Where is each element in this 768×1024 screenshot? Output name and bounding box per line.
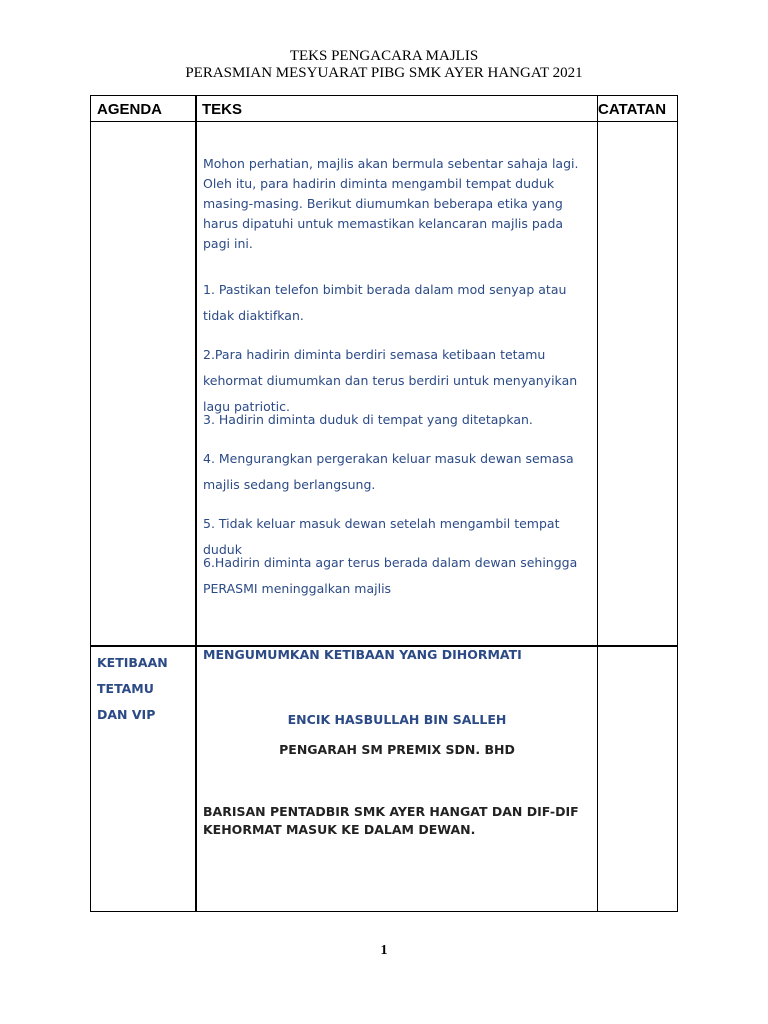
table-border-right: [677, 95, 678, 912]
table-border-top: [90, 95, 678, 96]
document-subtitle: PERASMIAN MESYUARAT PIBG SMK AYER HANGAT 2021: [185, 65, 583, 81]
header-teks: TEKS: [202, 101, 243, 118]
guest-title: PENGARAH SM PREMIX SDN. BHD: [279, 742, 515, 757]
table-border-left: [90, 95, 91, 912]
etiquette-item-2: 2.Para hadirin diminta berdiri semasa ketibaan tetamu kehormat diumumkan dan terus berdiri untuk menyanyikan lagu patriotic.: [203, 347, 578, 414]
announce-heading: MENGUMUMKAN KETIBAAN YANG DIHORMATI: [203, 647, 522, 662]
etiquette-item-3: 3. Hadirin diminta duduk di tempat yang ditetapkan.: [203, 412, 533, 427]
table-header-divider: [90, 121, 678, 122]
guest-name: ENCIK HASBULLAH BIN SALLEH: [287, 712, 507, 727]
document-title: TEKS PENGACARA MAJLIS: [289, 48, 479, 64]
header-catatan: CATATAN: [598, 101, 667, 118]
etiquette-item-4: 4. Mengurangkan pergerakan keluar masuk dewan semasa majlis sedang berlangsung.: [203, 451, 574, 492]
etiquette-item-1: 1. Pastikan telefon bimbit berada dalam mod senyap atau tidak diaktifkan.: [203, 282, 567, 323]
table-border-bottom: [90, 911, 678, 912]
intro-paragraph: Mohon perhatian, majlis akan bermula sebentar sahaja lagi. Oleh itu, para hadirin diminta mengambil tempat duduk masing-masing. Berikut diumumkan beberapa etika yang harus dipatuhi untuk memastikan kelancaran majlis pada pagi ini.: [203, 156, 579, 251]
table-column-divider-2: [597, 95, 598, 912]
agenda-ketibaan: KETIBAAN TETAMU DAN VIP: [97, 655, 168, 722]
page-number: 1: [380, 943, 388, 958]
header-agenda: AGENDA: [97, 101, 163, 118]
entry-announcement: BARISAN PENTADBIR SMK AYER HANGAT DAN DIF-DIF KEHORMAT MASUK KE DALAM DEWAN.: [203, 804, 579, 837]
table-column-divider-1: [195, 95, 197, 912]
etiquette-item-5: 5. Tidak keluar masuk dewan setelah mengambil tempat duduk: [203, 516, 560, 557]
etiquette-item-6: 6.Hadirin diminta agar terus berada dalam dewan sehingga PERASMI meninggalkan majlis: [203, 555, 578, 596]
